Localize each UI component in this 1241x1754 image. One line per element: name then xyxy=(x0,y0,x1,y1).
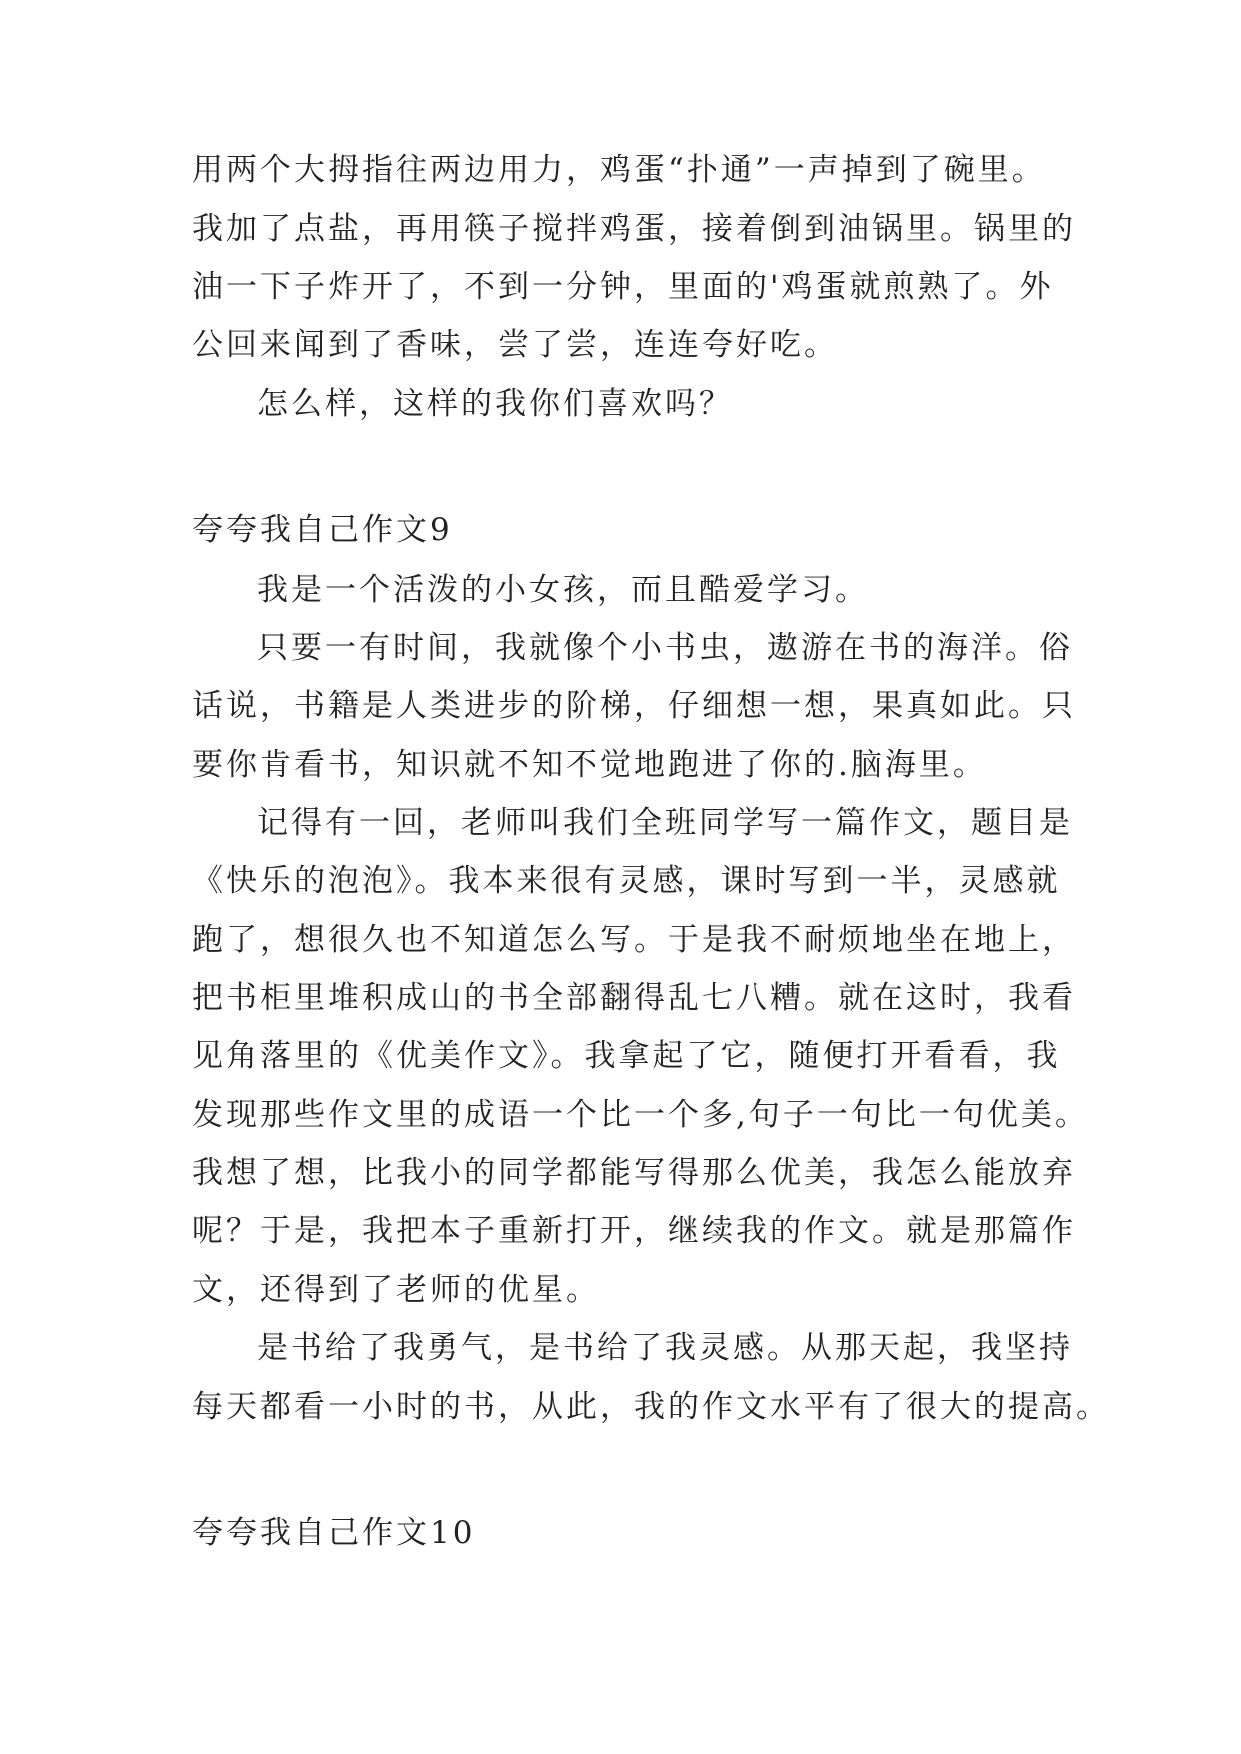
essay-10-title: 夸夸我自己作文10 xyxy=(192,1515,476,1551)
text-line: 话说，书籍是人类进步的阶梯，仔细想一想，果真如此。只 xyxy=(192,688,1076,724)
text-line: 要你肯看书，知识就不知不觉地跑进了你的.脑海里。 xyxy=(192,747,987,783)
text-line: 只要一有时间，我就像个小书虫，遨游在书的海洋。俗 xyxy=(257,630,1073,666)
text-line: 文，还得到了老师的优星。 xyxy=(192,1272,600,1308)
text-line: 用两个大拇指往两边用力，鸡蛋“扑通”一声掉到了碗里。 xyxy=(192,152,1046,188)
text-line: 发现那些作文里的成语一个比一个多,句子一句比一句优美。 xyxy=(192,1097,1089,1133)
text-line: 记得有一回，老师叫我们全班同学写一篇作文，题目是 xyxy=(257,805,1073,841)
text-line: 把书柜里堆积成山的书全部翻得乱七八糟。就在这时，我看 xyxy=(192,980,1076,1016)
text-line: 我是一个活泼的小女孩，而且酷爱学习。 xyxy=(257,572,869,608)
text-line: 油一下子炸开了，不到一分钟，里面的'鸡蛋就煎熟了。外 xyxy=(192,269,1054,305)
text-line: 我加了点盐，再用筷子搅拌鸡蛋，接着倒到油锅里。锅里的 xyxy=(192,211,1076,247)
essay-9-title: 夸夸我自己作文9 xyxy=(192,512,453,548)
text-line: 跑了，想很久也不知道怎么写。于是我不耐烦地坐在地上， xyxy=(192,922,1076,958)
text-line: 是书给了我勇气，是书给了我灵感。从那天起，我坚持 xyxy=(257,1330,1073,1366)
text-line: 每天都看一小时的书，从此，我的作文水平有了很大的提高。 xyxy=(192,1389,1110,1425)
text-line: 见角落里的《优美作文》。我拿起了它，随便打开看看，我 xyxy=(192,1038,1061,1074)
text-line: 呢？于是，我把本子重新打开，继续我的作文。就是那篇作 xyxy=(192,1213,1076,1249)
text-line: 我想了想，比我小的同学都能写得那么优美，我怎么能放弃 xyxy=(192,1155,1076,1191)
text-line: 《快乐的泡泡》。我本来很有灵感，课时写到一半，灵感就 xyxy=(192,863,1061,899)
text-line: 公回来闻到了香味，尝了尝，连连夸好吃。 xyxy=(192,327,838,363)
text-line: 怎么样，这样的我你们喜欢吗？ xyxy=(257,386,733,422)
